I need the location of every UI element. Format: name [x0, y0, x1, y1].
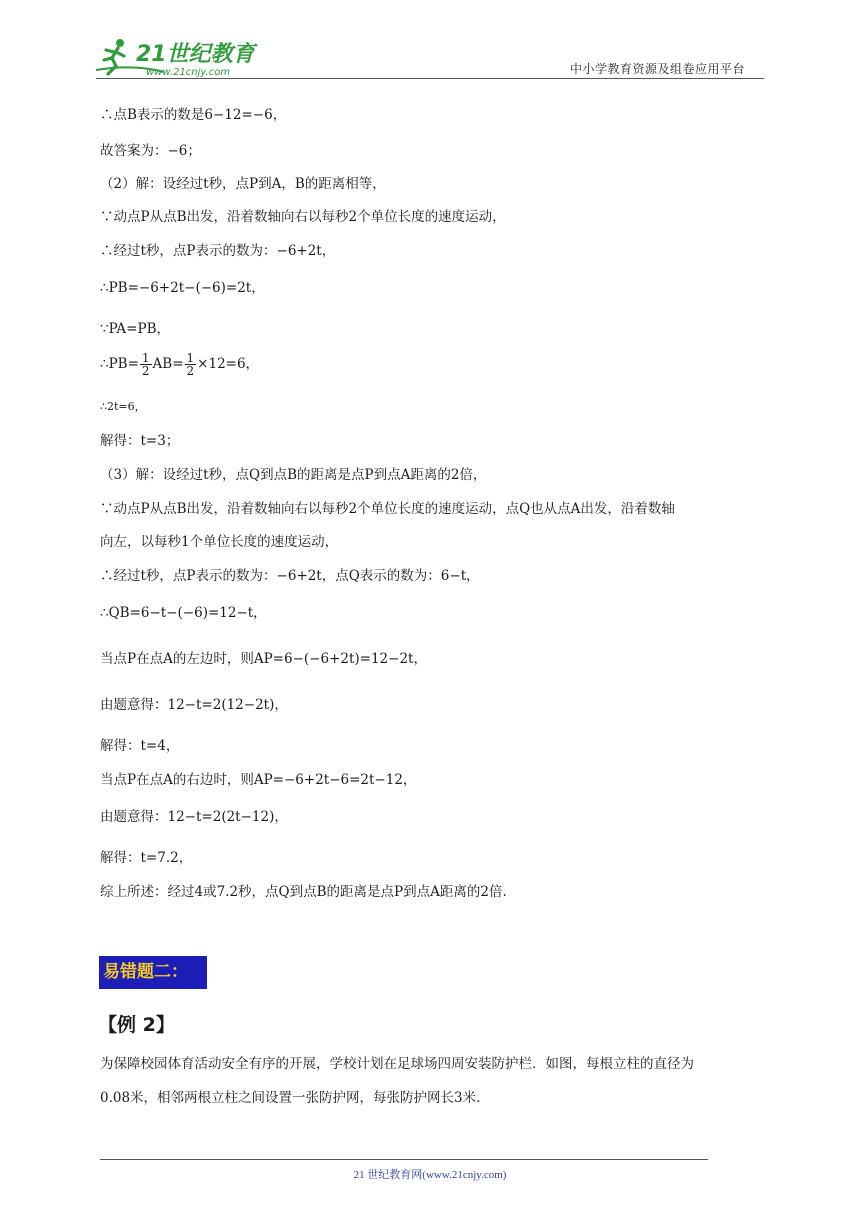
solution-line: ∴经过t秒，点P表示的数为：−6+2t， [100, 243, 336, 259]
solution-line: ∴PB=−6+2t−(−6)=2t， [100, 280, 265, 296]
solution-line: ∵PA=PB， [100, 321, 170, 337]
solution-line: ∴经过t秒，点P表示的数为：−6+2t，点Q表示的数为：6−t， [100, 568, 480, 584]
solution-line: （3）解：设经过t秒，点Q到点B的距离是点P到点A距离的2倍， [100, 467, 487, 483]
logo-url: www.21cnjy.com [146, 67, 231, 78]
fraction-numerator: 1 [186, 351, 195, 365]
solution-line: ∴点B表示的数是6−12=−6， [100, 107, 287, 123]
fraction-denominator: 2 [141, 364, 150, 378]
footer-divider [100, 1159, 708, 1160]
footer-link[interactable]: 21 世纪教育网(www.21cnjy.com) [353, 1169, 507, 1181]
solution-line: 故答案为：−6； [100, 143, 201, 159]
problem-text: 为保障校园体育活动安全有序的开展，学校计划在足球场四周安装防护栏．如图，每根立柱的直径为 [100, 1056, 694, 1072]
example-title: 【例 2】 [98, 1014, 175, 1036]
solution-line: 由题意得：12−t=2(12−2t)， [100, 697, 288, 713]
solution-line: 解得：t=4， [100, 738, 180, 754]
solution-line: ∵动点P从点B出发，沿着数轴向右以每秒2个单位长度的速度运动，点Q也从点A出发，沿着数轴 [100, 501, 675, 517]
solution-line: ∴QB=6−t−(−6)=12−t， [100, 605, 267, 621]
solution-line: 向左，以每秒1个单位长度的速度运动， [100, 534, 339, 550]
header-divider [96, 78, 764, 79]
logo-text: 21世纪教育 [136, 42, 255, 67]
fraction [140, 352, 152, 377]
solution-line: 解得：t=3； [100, 433, 180, 449]
site-logo [94, 36, 264, 78]
problem-text: 0.08米，相邻两根立柱之间设置一张防护网，每张防护网长3米. [100, 1090, 481, 1106]
solution-line: 当点P在点A的右边时，则AP=−6+2t−6=2t−12， [100, 772, 417, 788]
solution-line: 由题意得：12−t=2(2t−12)， [100, 809, 288, 825]
solution-line: ∵动点P从点B出发，沿着数轴向右以每秒2个单位长度的速度运动， [100, 209, 506, 225]
solution-line: 解得：t=7.2， [100, 850, 193, 866]
equation-part: ×12=6， [197, 356, 260, 372]
fraction-denominator: 2 [186, 364, 195, 378]
platform-name: 中小学教育资源及组卷应用平台 [570, 62, 746, 76]
section-badge: 易错题二： [99, 956, 207, 989]
solution-line: 当点P在点A的左边时，则AP=6−(−6+2t)=12−2t， [100, 651, 427, 667]
equation-part: ∴PB= [100, 356, 139, 372]
fraction [185, 352, 197, 377]
fraction-numerator: 1 [141, 351, 150, 365]
equation-part: AB= [152, 356, 184, 372]
fraction-equation-line [100, 352, 259, 377]
solution-line: ∴2t=6， [100, 400, 146, 413]
solution-line: （2）解：设经过t秒，点P到A，B的距离相等， [100, 176, 386, 192]
solution-line: 综上所述：经过4或7.2秒，点Q到点B的距离是点P到点A距离的2倍. [100, 884, 507, 900]
